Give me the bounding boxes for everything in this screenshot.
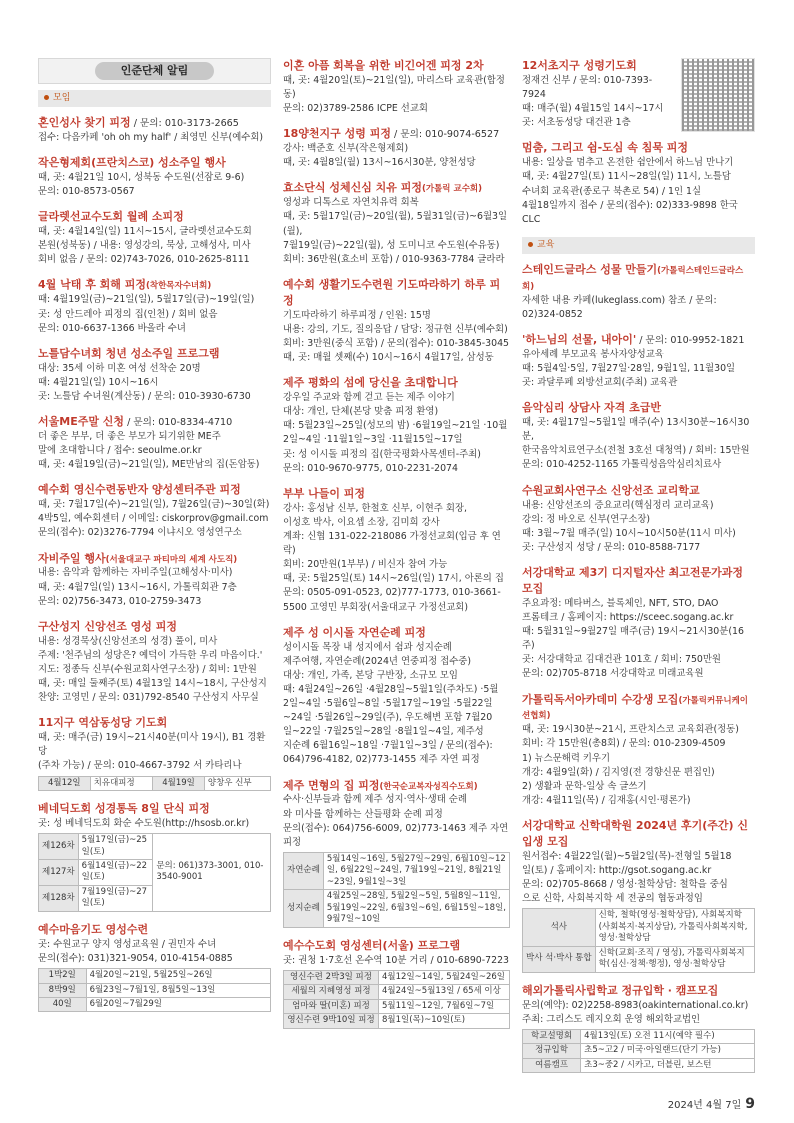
column-1 (38, 58, 271, 1075)
schedule-cell: 8월1일(목)~10일(토) (379, 1014, 510, 1028)
schedule-table (283, 852, 510, 928)
schedule-cell: 5월17일(금)~25일(토) (78, 834, 153, 860)
schedule-cell: 4월12일 (39, 776, 91, 790)
notice-line: 곳: 구산성지 성당 / 문의: 010-8588-7177 (522, 541, 701, 553)
notice-line: 내용: 신앙선조의 증요교리(핵심정리 교리교육) (522, 499, 714, 511)
schedule-cell: 세월의 지혜영성 피정 (284, 985, 379, 999)
notice-line: 곳: 노틀담 수녀원(계산동) / 문의: 010-3930-6730 (38, 390, 251, 402)
schedule-row (39, 776, 271, 790)
notice-line: 문의(예약): 02)2258-8983(oakinternational.co.kr) (522, 999, 749, 1011)
notice-title-sub: (가톨릭커뮤니케이션협회) (522, 695, 749, 722)
notice-title (522, 140, 755, 156)
schedule-table (522, 1029, 755, 1073)
notice-title-text: 작은형제회(프란치스코) 성소주일 행사 (38, 156, 226, 170)
schedule-row (523, 909, 755, 946)
notice-line: 강사: 백준호 신부(작은형제회) (283, 143, 409, 155)
notice-title (38, 346, 271, 362)
notice-title-text: 서울ME주말 신청 (38, 415, 125, 428)
notice-line: 내용: 음악과 함께하는 자비주일(고해성사·미사) (38, 567, 233, 579)
qr-code[interactable] (681, 58, 755, 132)
notice-line: 때: 4월21일(일) 10시~16시 (38, 376, 159, 388)
schedule-table (38, 968, 271, 1012)
notice-line: 영성과 디톡스로 자연치유력 회복 (283, 197, 419, 209)
notice-title (38, 209, 271, 225)
notice-line: 2일~4일 ·5월6일~8일 ·5월17일~19일 ·5월22일 (283, 698, 493, 709)
notice-line: 때, 곳: 4월27일(토) 11시~28일(일) 11시, 노틀담 (522, 171, 731, 183)
notice-line: 문의(접수): 031)321-9054, 010-4154-0885 (38, 952, 233, 964)
schedule-cell: 제128차 (39, 885, 79, 911)
list-column-2 (283, 58, 510, 1029)
notice-line: ~24일 ·5월26일~29일(주), 우도해변 포함 7월20 (283, 712, 493, 724)
notice-item (522, 692, 755, 809)
notice-title-extra: / 문의: 010-9074-6527 (390, 129, 500, 141)
notice-line: 때: 5월23일~25일(성모의 밤) ·6월19일~21일 ·10월 (283, 420, 508, 432)
notice-line: 대상: 35세 이하 미혼 여성 선착순 20명 (38, 362, 201, 374)
notice-line: 문의: 02)705-8668 / 영성·철학상담: 철학을 중심 (522, 879, 728, 891)
page-footer (668, 1094, 755, 1115)
list-column-3b (522, 140, 755, 226)
schedule-cell: 영신수련 2박3일 피정 (284, 970, 379, 984)
notice-line: 강우일 주교와 함께 걷고 듣는 제주 이야기 (283, 392, 455, 404)
notice-line: 지도: 정종득 신부(수원교회사연구소장) / 회비: 1만원 (38, 663, 257, 675)
notice-title-text: 서강대학교 신학대학원 2024년 후기(주간) 신입생 모집 (522, 819, 749, 848)
list-column-3c (522, 262, 755, 1073)
schedule-row (39, 834, 271, 860)
schedule-cell: 4월19일 (153, 776, 205, 790)
schedule-row (284, 985, 510, 999)
schedule-cell: 석사 (523, 909, 596, 946)
notice-title (38, 277, 271, 293)
notice-line: 때: 5월4일·5일, 7월27일·28일, 9월1일, 11월30일 (522, 363, 736, 374)
notice-title-text: 가톨릭독서아카데미 수강생 모집 (522, 692, 679, 706)
notice-line: 곳: 수원교구 양지 영성교육원 / 권민자 수녀 (38, 938, 217, 950)
notice-title-text: 해외가톨릭사립학교 정규입학 · 캠프모집 (522, 983, 719, 997)
notice-item (38, 209, 271, 267)
schedule-cell: 6월14일(금)~22일(토) (78, 860, 153, 886)
notice-item (522, 332, 755, 390)
schedule-table (283, 970, 510, 1029)
notice-title (38, 619, 271, 635)
notice-line: 곳: 성 이시돌 피정의 집(한국평화사목센터-주최) (283, 448, 481, 460)
schedule-row (39, 983, 271, 997)
schedule-cell: 1박2일 (39, 969, 87, 983)
list-column-1 (38, 115, 271, 1012)
notice-title-sub: (가톨릭스테인드글라스회) (522, 265, 744, 292)
notice-title-text: 스테인드글라스 성물 만들기 (522, 262, 658, 276)
notice-title-text: 제주 면형의 집 피정 (283, 778, 380, 792)
notice-item (283, 938, 510, 1029)
category-edu: 교육 (522, 237, 755, 254)
notice-line: 강사: 홍성남 신부, 한철호 신부, 이현주 회장, (283, 502, 467, 514)
schedule-cell: 자연순례 (284, 852, 324, 889)
notice-line: 문의: 02)705-8718 서강대학교 미래교육원 (522, 668, 704, 680)
notice-line: 수녀회 교육관(종로구 북촌로 54) / 1인 1실 (522, 185, 702, 197)
notice-line: 4월18일까지 접수 / 문의(접수): 02)333-9898 한국CLC (522, 199, 738, 225)
notice-title (522, 565, 755, 597)
notice-line: 문의: 010-9670-9775, 010-2231-2074 (283, 462, 458, 474)
notice-title (38, 155, 271, 171)
notice-title (38, 801, 271, 817)
schedule-cell: 박사 석·박사 통합 (523, 946, 596, 972)
notice-title (283, 625, 510, 641)
schedule-row (39, 969, 271, 983)
notice-line: 때, 곳: 5월25일(토) 14시~26일(일) 17시, 아론의 집 (283, 573, 504, 585)
schedule-cell: 학교설명회 (523, 1029, 581, 1043)
notice-item (283, 625, 510, 768)
notice-title-text: 18양천지구 성령 피정 (283, 127, 391, 141)
notice-line: 프롬테크 / 홈페이지: https://sceec.sogang.ac.kr (522, 611, 734, 623)
schedule-cell: 4월25일~28일, 5월2일~5일, 5월8일~11일, 5월19일~22일, 6월3일~6일, 6월15일~18일, 9월7일~10일 (323, 890, 509, 927)
notice-item (283, 180, 510, 266)
notice-title (38, 115, 271, 131)
notice-title-sub: (가톨릭 교수회) (422, 184, 482, 195)
section-header (38, 58, 271, 84)
schedule-row (284, 970, 510, 984)
notice-title (522, 400, 755, 416)
notice-title-text: 혼인성사 찾기 피정 (38, 116, 131, 129)
notice-line: 때: 3월~7월 매주(일) 10시~10시50분(11시 미사) (522, 527, 736, 539)
notice-line: 때, 곳: 7월17일(수)~21일(일), 7월26일(금)~30일(화) (38, 499, 270, 511)
notice-line: 곳: 과달루페 외방선교회(주최) 교육관 (522, 377, 678, 389)
notice-line: 개강: 4월9일(화) / 김지영(전 경향신문 편집인) (522, 766, 715, 778)
notice-title (522, 262, 755, 294)
notice-line: 때, 곳: 5월17일(금)~20일(월), 5월31일(금)~6월3일(월), (283, 211, 508, 237)
notice-line: 한국음악치료연구소(전철 3호선 대청역) / 회비: 15만원 (522, 445, 750, 457)
column-3 (522, 58, 755, 1075)
notice-line: 기도따라하기 하루피정 / 인원: 15명 (283, 309, 431, 321)
notice-line: 정재건 신부 / 문의: 010-7393-7924 (522, 74, 653, 101)
list-column-3a (522, 58, 672, 130)
notice-line: 회비: 20만원(1부부) / 비신자 참여 가능 (283, 559, 448, 571)
schedule-cell: 신학(교회·조직 / 영성), 가톨릭사회복지학(심신·정책·행정), 영성·철학상담 (595, 946, 754, 972)
notice-title-text: 제주 평화의 섬에 당신을 초대합니다 (283, 376, 458, 390)
notice-line: 곳: 성 베네딕도회 화순 수도원(http://hsosb.or.kr) (38, 817, 250, 829)
notice-line: 일~22일 ·7월25일~28일 ·8월1일~4일, 제주성 (283, 726, 484, 738)
schedule-cell: 양창우 신부 (204, 776, 270, 790)
notice-title (38, 482, 271, 498)
notice-title-text: 노틀담수녀회 청년 성소주일 프로그램 (38, 346, 220, 360)
notice-item (522, 983, 755, 1074)
notice-item (283, 277, 510, 365)
notice-line: 으로 신학, 사회복지학 세 전공의 협동과정임 (522, 893, 703, 905)
notice-title (38, 715, 271, 731)
notice-item (38, 277, 271, 335)
notice-line: 접수: 다음카페 'oh oh my half' / 최영민 신부(예수회) (38, 131, 264, 143)
notice-line: 말에 초대합니다 / 접수: seoulme.or.kr (38, 445, 202, 457)
schedule-cell: 4월13일(토) 오전 11시(예약 필수) (581, 1029, 755, 1043)
category-moim: 모임 (38, 90, 271, 107)
schedule-row (284, 852, 510, 889)
notice-line: 주최: 그리스도 레지오회 운영 해외학교법인 (522, 1013, 701, 1025)
notice-title-sub: (착한목자수녀회) (145, 281, 212, 292)
notice-item (283, 486, 510, 615)
notice-line: 때: 5월31일~9월27일 매주(금) 19시~21시30분(16주) (522, 626, 744, 652)
schedule-cell: 제126차 (39, 834, 79, 860)
notice-title-text: 12서초지구 성령기도회 (522, 59, 637, 72)
notice-line: 때, 곳: 4월7일(일) 13시~16시, 가톨릭회관 7층 (38, 581, 237, 593)
notice-title (283, 486, 510, 502)
notice-line: 4박5일, 예수회센터 / 이메일: ciskorprov@gmail.com (38, 513, 269, 525)
notice-title-extra: / 문의: 010-8334-4710 (124, 417, 233, 428)
notice-line: 2) 생활과 문학-일상 속 글쓰기 (522, 780, 647, 792)
notice-line: 제주여행, 자연순례(2024년 연중피정 접수중) (283, 655, 471, 667)
notice-line: 찬양: 고영민 / 문의: 031)792-8540 구산성지 사무실 (38, 692, 259, 704)
notice-title-extra: / 문의: 010-9952-1821 (636, 334, 745, 346)
column-2 (283, 58, 510, 1075)
notice-item (38, 551, 271, 609)
schedule-row (284, 890, 510, 927)
notice-item (38, 115, 271, 145)
schedule-cell: 4월24일~5월13일 / 65세 이상 (379, 985, 510, 999)
notice-line: 이성호 박사, 이요셉 소장, 김미희 강사 (283, 516, 440, 528)
notice-line: 때, 곳: 매월 셋째(수) 10시~16시 4월17일, 삼성동 (283, 352, 494, 364)
notice-line: 회비 없음 / 문의: 02)743-7026, 010-2625-8111 (38, 254, 250, 266)
notice-item (283, 58, 510, 116)
schedule-row (523, 1044, 755, 1058)
notice-title-text: 부부 나들이 피정 (283, 486, 366, 500)
notice-line: 때: 4월24일~26일 ·4월28일~5월1일(주차도) ·5월 (283, 683, 499, 695)
notice-line: 회비: 36만원(효소비 포함) / 010-9363-7784 글라라 (283, 253, 505, 265)
notice-line: 자세한 내용 카페(lukeglass.com) 참조 / 문의: 02)324-0852 (522, 294, 717, 320)
notice-line: 문의(접수): 02)3276-7794 이냐시오 영성연구소 (38, 527, 242, 539)
notice-line: 지순례 6월16일~18일 ·7월1일~3일 / 문의(접수): (283, 740, 493, 752)
notice-line: 개강: 4월11일(목) / 김재홍(시인·평론가) (522, 794, 691, 806)
notice-title (283, 126, 510, 142)
notice-item (522, 140, 755, 226)
notice-line: 더 좋은 부부, 더 좋은 부모가 되기위한 ME주 (38, 430, 221, 442)
notice-line: 일(토) / 홈페이지: http://gsot.sogang.ac.kr (522, 865, 712, 877)
notice-title-text: '하느님의 선물, 내아이' (522, 332, 637, 346)
notice-item (522, 483, 755, 555)
notice-title (522, 818, 755, 850)
schedule-table (38, 776, 271, 791)
notice-line: 1) 뉴스문해력 키우기 (522, 752, 611, 764)
notice-title-text: 구산성지 신앙선조 영성 피정 (38, 619, 177, 633)
schedule-cell: 성지순례 (284, 890, 324, 927)
notice-title-text: 음악심리 상담사 자격 초급반 (522, 401, 661, 415)
notice-title (38, 922, 271, 938)
notice-title (522, 58, 672, 74)
notice-title (522, 483, 755, 499)
schedule-cell: 7월19일(금)~27일(토) (78, 885, 153, 911)
schedule-row (284, 1014, 510, 1028)
notice-line: 유아세례 부모교육 봉사자양성교육 (522, 348, 664, 360)
notice-item (38, 155, 271, 199)
notice-line: 내용: 성경묵상(신앙선조의 성경) 풀이, 미사 (38, 635, 218, 647)
notice-item (38, 414, 271, 472)
notice-line: 본원(성북동) / 내용: 영성강의, 묵상, 고해성사, 미사 (38, 240, 251, 252)
notice-title (522, 692, 755, 724)
notice-line: 계좌: 신협 131-022-218086 가정선교회(입금 후 연락) (283, 530, 501, 557)
notice-title-sub: (서울대교구 파티마의 세계 사도직) (105, 554, 238, 565)
notice-line: 곳: 서강대학교 김대건관 101호 / 회비: 750만원 (522, 654, 721, 666)
notice-title (283, 938, 510, 954)
notice-item (38, 715, 271, 791)
notice-line: 내용: 강의, 기도, 질의응답 / 담당: 정규현 신부(예수회) (283, 323, 508, 335)
notice-line: 수사·신부들과 함께 제주 성지·역사·생태 순례 (283, 794, 467, 806)
notice-item (522, 262, 755, 322)
notice-item (38, 619, 271, 705)
notice-line: 7월19일(금)~22일(월), 성 도미니코 수도원(수유동) (283, 239, 500, 251)
notice-line: 때, 곳: 4월14일(일) 11시~15시, 글라렛선교수도회 (38, 226, 252, 238)
notice-line: 문의(접수): 064)756-6009, 02)773-1463 제주 자연 피정 (283, 822, 509, 848)
schedule-cell: 초5~고2 / 미국·아일랜드(단기 가능) (581, 1044, 755, 1058)
notice-line: 강의: 정 바오로 신부(연구소장) (522, 513, 651, 525)
notice-line: 성이시돌 목장 내 성지에서 쉼과 성지순례 (283, 641, 452, 653)
notice-line: 문의: 010-6637-1366 바올라 수녀 (38, 322, 186, 334)
notice-line: 때, 곳: 4월20일(토)~21일(일), 마리스타 교육관(합정동) (283, 74, 505, 101)
notice-line: 때: 4월19일(금)~21일(일), 5월17일(금)~19일(일) (38, 294, 255, 306)
notice-line: 때, 곳: 매주(금) 19시~21시40분(미사 19시), B1 경환당 (38, 732, 266, 758)
notice-line: 문의: 02)3789-2586 ICPE 선교회 (283, 103, 428, 115)
notice-line: 문의: 010-8573-0567 (38, 186, 135, 198)
schedule-row (284, 999, 510, 1013)
schedule-cell: 5월14일~16일, 5월27일~29일, 6월10일~12일, 6월22일~24일, 7월19일~21일, 8월21일~23일, 9월1일~3일 (323, 852, 509, 889)
notice-title-sub: (한국순교복자성직수도회) (379, 781, 478, 792)
notice-item (522, 565, 755, 682)
notice-line: 때, 곳: 4월8일(월) 13시~16시30분, 양천성당 (283, 157, 476, 169)
schedule-table (522, 908, 755, 972)
notice-line: 대상: 개인, 가족, 본당 구반장, 소규모 모임 (283, 669, 458, 681)
notice-item (38, 801, 271, 912)
notice-line: 주요과정: 메타버스, 블록체인, NFT, STO, DAO (522, 597, 719, 609)
schedule-cell: 영신수련 9박10일 피정 (284, 1014, 379, 1028)
notice-line: 곳: 권청 1·7호선 온수역 10분 거리 / 010-6890-7223 (283, 954, 510, 966)
notice-title-text: 제주 성 이시돌 자연순례 피정 (283, 625, 426, 639)
schedule-table (38, 833, 271, 912)
notice-title-extra: / 문의: 010-3173-2665 (130, 118, 239, 129)
notice-title (283, 375, 510, 391)
notice-line: 때, 곳: 4월17일~5월1일 매주(수) 13시30분~16시30분, (522, 417, 750, 443)
schedule-cell: 8박9일 (39, 983, 87, 997)
notice-title-text: 이혼 아픔 회복을 위한 비긴어겐 피정 2차 (283, 59, 484, 72)
notice-line: 때, 곳: 매일 둘째주(토) 4월13일 14시~18시, 구산성지 (38, 678, 267, 690)
notice-title (283, 277, 510, 309)
notice-line: 회비: 3만원(중식 포함) / 문의(접수): 010-3845-3045 (283, 338, 510, 349)
notice-line: 때, 곳: 19시30분~21시, 프란치스코 교육회관(정동) (522, 724, 739, 736)
notice-item (522, 58, 672, 130)
schedule-cell: 6월20일~7월29일 (86, 997, 270, 1011)
notice-title-text: 효소단식 성체신심 치유 피정 (283, 181, 422, 195)
schedule-cell: 40일 (39, 997, 87, 1011)
notice-title (283, 180, 510, 196)
notice-line: 주제: '천주님의 성당은? 예덕이 가득한 우리 마음이다.' (38, 649, 263, 661)
notice-title (38, 551, 271, 567)
schedule-cell: 엄마와 딸(미혼) 피정 (284, 999, 379, 1013)
schedule-cell: 초3~중2 / 시카고, 더블린, 보스턴 (581, 1058, 755, 1072)
notice-line: 문의: 010-4252-1165 가톨릭성음악심리치료사 (522, 459, 722, 471)
notice-line: 때, 곳: 4월21일 10시, 성북동 수도원(선잠로 9-6) (38, 171, 245, 183)
schedule-cell: 제127차 (39, 860, 79, 886)
notice-line: 2일~4일 ·11월1일~3일 ·11월15일~17일 (283, 434, 463, 446)
notice-line: 원서접수: 4월22일(월)~5월2일(목)-전형일 5월18 (522, 850, 732, 862)
notice-item (38, 346, 271, 404)
schedule-row (523, 946, 755, 972)
notice-title (522, 332, 755, 348)
notice-title-text: 예수마음기도 영성수련 (38, 922, 149, 936)
notice-title-text: 서강대학교 제3기 디지털자산 최고전문가과정 모집 (522, 565, 744, 595)
schedule-cell: 여름캠프 (523, 1058, 581, 1072)
notice-item (522, 818, 755, 973)
notice-title-text: 예수회 영신수련동반자 양성센터주관 피정 (38, 483, 241, 497)
notice-item (522, 400, 755, 472)
schedule-cell: 6월23일~7월1일, 8월5일~13일 (86, 983, 270, 997)
notice-title-text: 예수회 생활기도수련원 기도따라하기 하루 피정 (283, 277, 501, 307)
footer-date: 2024년 4월 7일 (667, 1100, 742, 1111)
notice-line: 곳: 성 안드레아 피정의 집(인천) / 회비 없음 (38, 308, 218, 320)
notice-line: 곳: 서초동성당 대건관 1층 (522, 117, 631, 129)
notice-line: 대상: 개인, 단체(본당 맞춤 피정 환영) (283, 406, 439, 418)
notice-item (38, 922, 271, 1013)
notice-item (38, 482, 271, 540)
notice-title (283, 778, 510, 794)
section-title: 인준단체 알림 (95, 62, 215, 81)
notice-title-text: 예수수도회 영성센터(서울) 프로그램 (283, 938, 461, 952)
notice-title-text: 11지구 역삼동성당 기도회 (38, 716, 168, 730)
page-number: 9 (745, 1096, 755, 1112)
notice-title (283, 58, 510, 74)
notice-line: 와 미사를 함께하는 산들평화 순례 피정 (283, 808, 443, 820)
notice-title (38, 414, 271, 430)
schedule-cell: 정규입학 (523, 1044, 581, 1058)
notice-line: 문의: 0505-091-0523, 02)777-1773, 010-3661- (283, 587, 501, 599)
schedule-cell: 신학, 철학(영성·철학상담), 사회복지학(사회복지·복지상담), 가톨릭사회복지학, 영성·철학상담 (595, 909, 754, 946)
notice-line: 회비: 각 15만원(총8회) / 문의: 010-2309-4509 (522, 738, 726, 750)
notice-line: 내용: 일상을 멈추고 온전한 쉼안에서 하느님 만나기 (522, 157, 734, 169)
notice-title (522, 983, 755, 999)
notice-title-text: 베네딕도회 성경통독 8일 단식 피정 (38, 802, 210, 816)
schedule-cell: 4월12일~14일, 5월24일~26일 (379, 970, 510, 984)
notice-item (283, 126, 510, 170)
notice-line: 때, 곳: 4월19일(금)~21일(일), ME만남의 집(돈암동) (38, 459, 260, 471)
notice-item (283, 778, 510, 928)
notice-line: 5500 고영민 부회장(서울대교구 가정선교회) (283, 601, 469, 613)
notice-title-text: 글라렛선교수도회 월례 소피정 (38, 210, 184, 224)
schedule-row (39, 997, 271, 1011)
notice-item (283, 375, 510, 476)
notice-title-text: 멈춤, 그리고 쉼-도심 속 침묵 피정 (522, 141, 689, 155)
schedule-row (523, 1029, 755, 1043)
notice-line: (주차 가능) / 문의: 010-4667-3792 서 카타리나 (38, 760, 242, 772)
schedule-cell: 치유대피정 (90, 776, 153, 790)
notice-title-text: 자비주일 행사 (38, 551, 106, 565)
schedule-note: 문의: 061)373-3001, 010-3540-9001 (153, 834, 271, 912)
notice-line: 064)796-4182, 02)773-1455 제주 자연 피정 (283, 754, 480, 766)
schedule-cell: 4월20일~21일, 5월25일~26일 (86, 969, 270, 983)
notice-title-text: 수원교회사연구소 신앙선조 교리학교 (522, 483, 700, 497)
schedule-cell: 5월11일~12일, 7월6일~7일 (379, 999, 510, 1013)
notice-line: 때: 매주(월) 4월15일 14시~17시 (522, 103, 664, 115)
notice-line: 문의: 02)756-3473, 010-2759-3473 (38, 595, 202, 607)
notice-title-text: 4월 낙태 후 회해 피정 (38, 278, 146, 292)
schedule-row (523, 1058, 755, 1072)
